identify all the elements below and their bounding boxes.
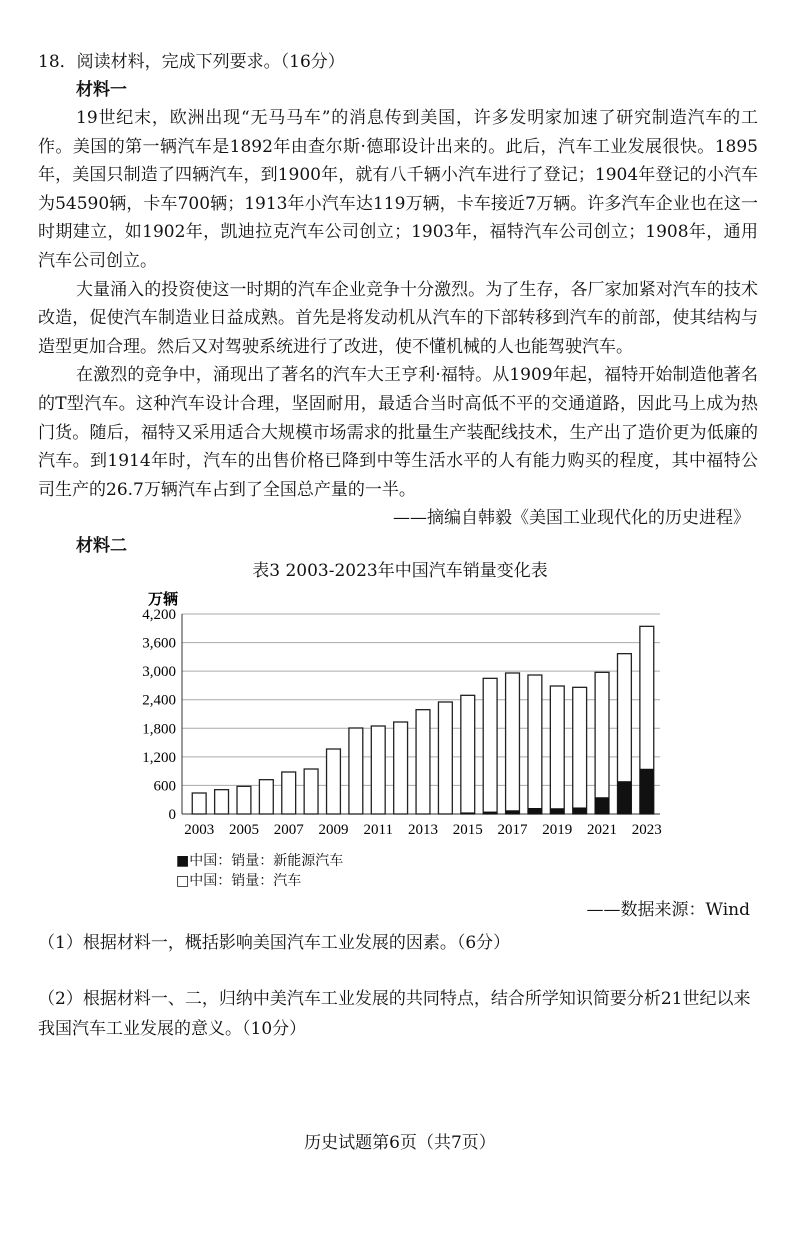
bar-total-2007 [282,772,296,814]
bar-total-2009 [327,749,341,814]
bar-total-2006 [259,780,273,814]
bar-nev-2015 [461,813,475,815]
bar-total-2005 [237,787,251,815]
material2-heading: 材料二 [76,536,127,557]
bar-nev-2017 [506,811,520,815]
x-tick-label: 2013 [408,822,438,839]
y-tick-label: 3,600 [142,635,176,652]
bar-nev-2021 [595,798,609,815]
x-tick-label: 2023 [631,822,662,839]
y-tick-label: 0 [168,807,176,824]
x-tick-label: 2015 [452,822,483,839]
page-content [38,48,758,1044]
material1-paragraph: 19世纪末，欧洲出现“无马马车”的消息传到美国，许多发明家加速了研究制造汽车的工作。美国的第一辆汽车是1892年由查尔斯·德耶设计出来的。此后，汽车工业发展很快。1895年，美国只制造了四辆汽车，到1900年，就有八千辆小汽车进行了登记；1904年登记的小汽车为54590辆，卡车700辆；1913年小汽车达119万辆，卡车接近7万辆。许多汽车企业也在这一时期建立，如1902年，凯迪拉克汽车公司创立；1903年，福特汽车公司创立；1908年，通用汽车公司创立。 [38,108,758,271]
x-tick-label: 2021 [587,822,618,839]
material1-paragraph: 在激烈的竞争中，涌现出了著名的汽车大王亨利·福特。从1909年起，福特开始制造他著名的T型汽车。这种汽车设计合理，坚固耐用，最适合当时高低不平的交通道路，因此马上成为热门货。随后，福特又采用适合大规模市场需求的批量生产装配线技术，生产出了造价更为低廉的汽车。到1914年时，汽车的出售价格已降到中等生活水平的人有能力购买的程度，其中福特公司生产的26.7万辆汽车占到了全国总产量的一半。 [38,365,758,500]
bar-total-2012 [394,722,408,814]
bar-nev-2022 [617,782,631,815]
sub-question-1: （1）根据材料一，概括影响美国汽车工业发展的因素。（6分） [38,933,511,954]
question-title: 18．阅读材料，完成下列要求。（16分） [38,52,345,72]
bar-total-2010 [349,728,363,814]
y-tick-label: 3,000 [142,664,176,681]
material1-heading: 材料一 [76,80,127,100]
bar-chart [0,560,800,850]
x-tick-label: 2017 [497,822,528,839]
y-tick-label: 1,200 [142,750,176,767]
data-source: ——数据来源：Wind [586,900,750,921]
bar-total-2016 [483,679,497,815]
bar-total-2008 [304,769,318,814]
legend-nev: ■中国：销量：新能源汽车 [176,853,344,870]
bar-total-2003 [192,793,206,814]
chart-title: 表3 2003-2023年中国汽车销量变化表 [252,561,548,582]
y-axis-label: 万辆 [148,590,179,609]
bar-total-2020 [573,688,587,815]
x-tick-label: 2007 [273,822,304,839]
page-footer: 历史试题第6页（共7页） [304,1133,496,1153]
bar-total-2019 [550,686,564,814]
sub-question-2: （2）根据材料一、二，归纳中美汽车工业发展的共同特点，结合所学知识简要分析21世纪以来我国汽车工业发展的意义。（10分） [38,989,751,1040]
y-tick-label: 600 [153,778,176,795]
legend-total: □中国：销量：汽车 [176,873,302,890]
y-tick-label: 1,800 [142,721,176,738]
y-tick-label: 4,200 [142,607,176,624]
chart-block [0,560,800,896]
bar-total-2014 [438,702,452,814]
bar-total-2011 [371,726,385,814]
bar-nev-2020 [573,808,587,815]
bar-total-2004 [215,790,229,814]
x-tick-label: 2019 [542,822,573,839]
bar-nev-2018 [528,808,542,814]
bar-total-2021 [595,673,609,815]
x-tick-label: 2009 [318,822,349,839]
material1-source: ——摘编自韩毅《美国工业现代化的历史进程》 [393,508,750,529]
bar-nev-2019 [550,809,564,815]
material1-paragraph: 大量涌入的投资使这一时期的汽车企业竞争十分激烈。为了生存，各厂家加紧对汽车的技术改造，促使汽车制造业日益成熟。首先是将发动机从汽车的下部转移到汽车的前部，使其结构与造型更加合理。然后又对驾驶系统进行了改进，使不懂机械的人也能驾驶汽车。 [38,279,758,357]
y-tick-label: 2,400 [142,693,176,710]
bar-total-2015 [461,696,475,815]
x-tick-label: 2011 [363,822,393,839]
bar-total-2018 [528,675,542,814]
bar-nev-2016 [483,812,497,814]
bar-nev-2023 [640,769,654,814]
x-tick-label: 2005 [228,822,259,839]
bar-total-2013 [416,710,430,814]
x-tick-label: 2003 [184,822,215,839]
bar-total-2017 [506,673,520,814]
